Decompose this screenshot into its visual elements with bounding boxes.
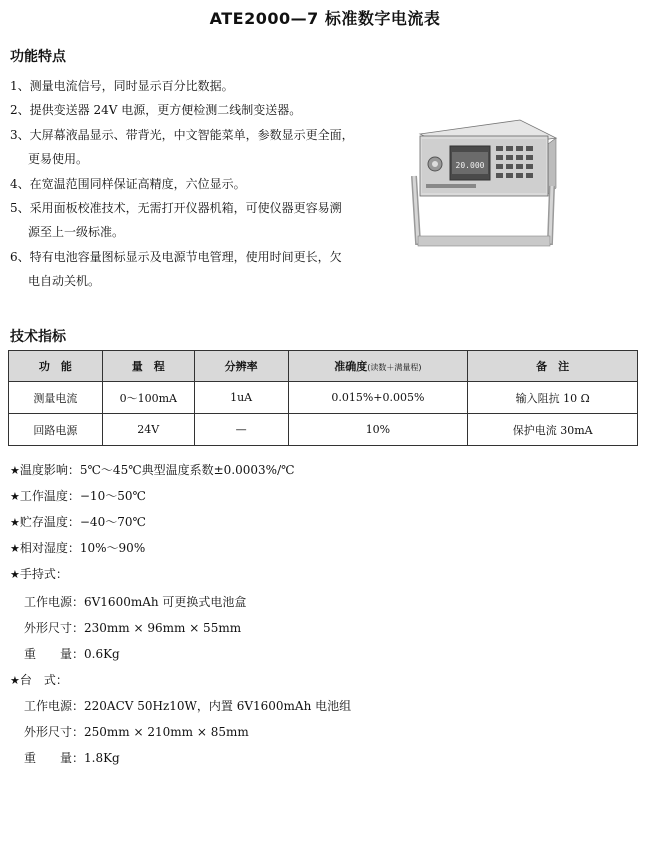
bench-weight: 重 量：1.8Kg — [24, 751, 120, 765]
note-bench: ★台 式： — [10, 673, 68, 687]
specs-heading: 技术指标 — [10, 329, 66, 345]
table-cell: 0～100mA — [102, 382, 194, 414]
note-handheld: ★手持式： — [10, 567, 68, 581]
star-icon: ★ — [10, 568, 20, 581]
table-row — [9, 414, 638, 446]
spec-table — [8, 350, 638, 446]
device-display-text: 20.000 — [455, 161, 485, 170]
star-icon: ★ — [10, 542, 20, 555]
device-photo — [408, 116, 558, 260]
table-cell: 保护电流 30mA — [468, 414, 638, 446]
header-range: 量 程 — [102, 351, 194, 382]
bench-power: 工作电源：220ACV 50Hz10W，内置 6V1600mAh 电池组 — [24, 699, 352, 713]
feature-item-continued: 更易使用。 — [28, 152, 89, 167]
note-work-temp: ★工作温度：−10～50℃ — [10, 489, 146, 503]
handheld-size: 外形尺寸：230mm × 96mm × 55mm — [24, 621, 242, 635]
table-cell: 测量电流 — [9, 382, 103, 414]
table-cell: 10% — [288, 414, 468, 446]
page-title: ATE2000—7 标准数字电流表 — [209, 9, 441, 28]
handheld-weight: 重 量：0.6Kg — [24, 647, 120, 661]
header-resolution: 分辨率 — [194, 351, 288, 382]
note-temp-effect: ★温度影响：5℃～45℃典型温度系数±0.0003%/℃ — [10, 463, 295, 477]
feature-item-continued: 源至上一级标准。 — [28, 225, 125, 240]
feature-item: 6、特有电池容量图标显示及电源节电管理，使用时间更长，欠 — [10, 249, 342, 264]
features-heading: 功能特点 — [10, 49, 66, 65]
feature-item: 4、在宽温范围同样保证高精度，六位显示。 — [10, 176, 246, 191]
table-cell: 输入阻抗 10 Ω — [468, 382, 638, 414]
feature-item: 1、测量电流信号，同时显示百分比数据。 — [10, 79, 234, 93]
header-remarks: 备 注 — [468, 351, 638, 382]
feature-item: 2、提供变送器 24V 电源，更方便检测二线制变送器。 — [10, 103, 302, 118]
bench-size: 外形尺寸：250mm × 210mm × 85mm — [24, 725, 249, 739]
table-cell: — — [194, 414, 288, 446]
header-accuracy: 准确度(读数＋满量程) — [288, 351, 468, 382]
header-accuracy-note: (读数＋满量程) — [367, 363, 422, 372]
table-cell: 0.015%+0.005% — [288, 382, 468, 414]
feature-item: 5、采用面板校准技术，无需打开仪器机箱，可使仪器更容易溯 — [10, 201, 342, 216]
feature-item-continued: 电自动关机。 — [28, 274, 101, 289]
star-icon: ★ — [10, 464, 20, 477]
table-header-row — [9, 351, 638, 382]
table-cell: 1uA — [194, 382, 288, 414]
star-icon: ★ — [10, 516, 20, 529]
table-cell: 回路电源 — [9, 414, 103, 446]
features-list — [10, 74, 400, 294]
handheld-power: 工作电源：6V1600mAh 可更换式电池盒 — [24, 595, 247, 609]
header-function: 功 能 — [9, 351, 103, 382]
table-row — [9, 382, 638, 414]
star-icon: ★ — [10, 674, 20, 687]
table-cell: 24V — [102, 414, 194, 446]
feature-item: 3、大屏幕液晶显示、带背光，中文智能菜单，参数显示更全面， — [10, 127, 354, 142]
note-store-temp: ★贮存温度：−40～70℃ — [10, 515, 146, 529]
note-humidity: ★相对湿度：10%～90% — [10, 541, 146, 555]
star-icon: ★ — [10, 490, 20, 503]
